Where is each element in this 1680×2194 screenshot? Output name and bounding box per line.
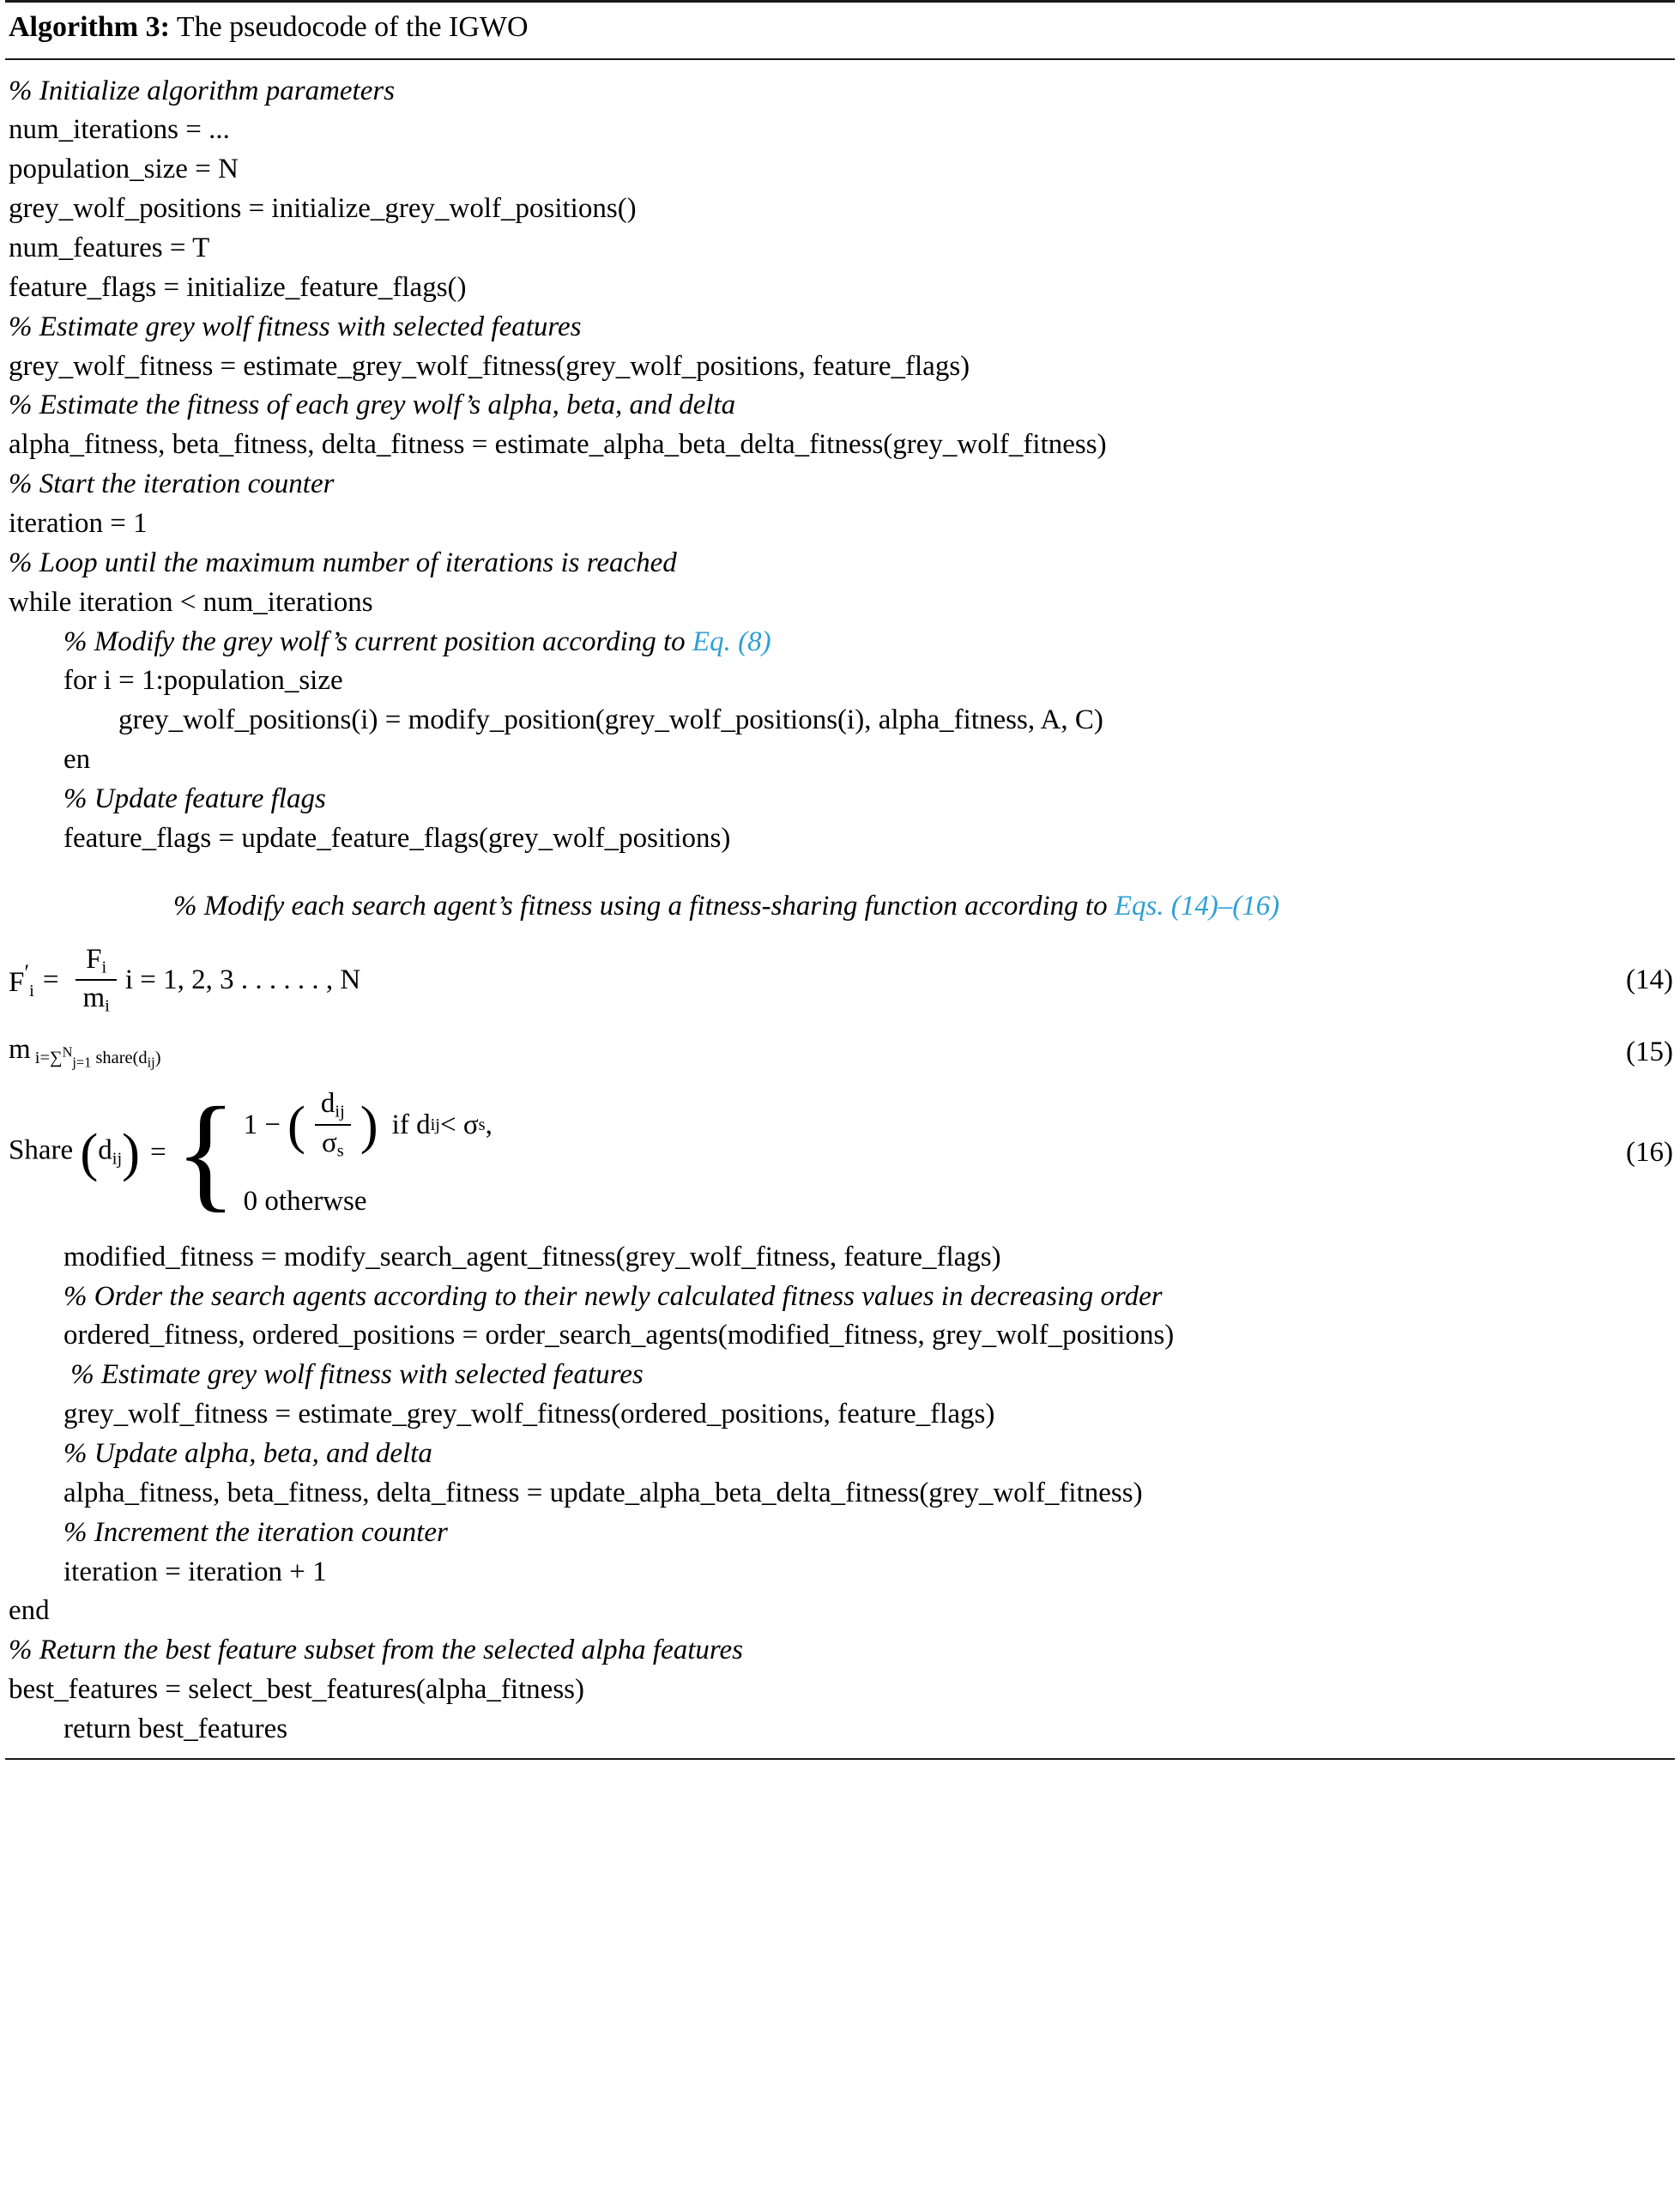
pseudocode-line-text: best_features = select_best_features(alpha_fitness) [9, 1674, 585, 1706]
eq14-fraction [76, 944, 116, 1017]
pseudocode-line [9, 1356, 1671, 1395]
pseudocode-line-text: % Estimate grey wolf fitness with selected features [63, 1359, 644, 1391]
pseudocode-line-text: % Update feature flags [63, 783, 326, 814]
eq14-denominator: $m_i$ [76, 979, 116, 1017]
eq16-case-1: 1 − ( $\frac{d_{ij}}{\sigma_s}$ ) if d ij < σ s , [243, 1088, 493, 1161]
pseudocode-line [9, 72, 1671, 112]
pseudocode-line-text: num_iterations = ... [9, 114, 230, 146]
pseudocode-line [9, 544, 1671, 583]
eq16-cases [174, 1081, 493, 1224]
pseudocode-line [9, 780, 1671, 819]
pseudocode-line [9, 190, 1671, 229]
eq16-equals: = [150, 1137, 166, 1168]
pseudocode-line [9, 1435, 1671, 1474]
pseudocode-line-text: alpha_fitness, beta_fitness, delta_fitness = update_alpha_beta_delta_fitness(grey_wolf_fitness) [63, 1477, 1143, 1508]
pseudocode-line [9, 1553, 1671, 1593]
equation-15-body [9, 1034, 1609, 1071]
eq14-rhs: i = 1, 2, 3 . . . . . . , N [124, 964, 361, 995]
pseudocode-line-text: iteration = 1 [9, 507, 148, 539]
pseudocode-line [9, 819, 1671, 859]
pseudocode-line-text: % Modify the grey wolf’s current position according to [63, 626, 692, 657]
eq14-numerator: $F_i$ [86, 943, 107, 977]
equation-16 [5, 1079, 1680, 1225]
pseudocode-line [9, 1278, 1671, 1317]
pseudocode-line-text: % Start the iteration counter [9, 468, 335, 500]
pseudocode-line-text: feature_flags = update_feature_flags(grey_wolf_positions) [63, 822, 731, 854]
pseudocode-line [9, 662, 1671, 701]
pseudocode-line [9, 1592, 1671, 1631]
equation-reference-link[interactable]: Eq. (8) [692, 626, 771, 657]
equation-16-body [9, 1081, 1609, 1224]
pseudocode-lines-bottom [5, 1226, 1675, 1758]
pseudocode-line [9, 1395, 1671, 1435]
pseudocode-line-text: num_features = T [9, 232, 210, 263]
pseudocode-line-text: % Update alpha, beta, and delta [63, 1438, 432, 1470]
pseudocode-line [9, 465, 1671, 505]
pseudocode-line [9, 1238, 1671, 1278]
pseudocode-line-text: % Estimate grey wolf fitness with selected features [9, 311, 582, 342]
pseudocode-line [9, 1710, 1671, 1750]
pseudocode-line-text: grey_wolf_positions = initialize_grey_wolf_positions() [9, 193, 637, 225]
pseudocode-line-text: grey_wolf_positions(i) = modify_position(grey_wolf_positions(i), alpha_fitness, A, C) [118, 704, 1103, 736]
pseudocode-line-text: population_size = N [9, 154, 239, 185]
pseudocode-line [9, 859, 1671, 887]
pseudocode-line-text: for i = 1:population_size [63, 665, 343, 697]
pseudocode-line-text: return best_features [63, 1713, 288, 1745]
eq16-fraction: $\frac{d_{ij}}{\sigma_s}$ [314, 1088, 352, 1161]
algorithm-header [5, 3, 1675, 58]
eq16-brace: { [174, 1081, 237, 1224]
pseudocode-line [9, 505, 1671, 544]
pseudocode-line [9, 740, 1671, 780]
eq14-equals: = [42, 964, 59, 995]
pseudocode-line-text: % Estimate the fitness of each grey wolf’s alpha, beta, and delta [9, 390, 736, 421]
equation-14 [5, 935, 1680, 1025]
equation-14-number: (14) [1626, 964, 1673, 995]
pseudocode-line [9, 1474, 1671, 1514]
pseudocode-line [9, 583, 1671, 623]
pseudocode-line-text: while iteration < num_iterations [9, 586, 373, 618]
pseudocode-line-text: end [9, 1595, 50, 1627]
algorithm-title: The pseudocode of the IGWO [176, 11, 529, 43]
eq16-case-rows [244, 1088, 493, 1217]
pseudocode-line [9, 426, 1671, 465]
eq14-lhs: $F'_i$ [9, 958, 34, 1000]
pseudocode-line [9, 269, 1671, 308]
pseudocode-line-text: alpha_fitness, beta_fitness, delta_fitness = estimate_alpha_beta_delta_fitness(grey_wolf_fitness) [9, 429, 1107, 461]
pseudocode-line-text: % Order the search agents according to their newly calculated fitness values in decreasing order [63, 1280, 1163, 1312]
pseudocode-lines-top [5, 60, 1675, 935]
pseudocode-line-text: grey_wolf_fitness = estimate_grey_wolf_fitness(grey_wolf_positions, feature_flags) [9, 350, 970, 382]
pseudocode-line-text: % Modify each search agent’s fitness using a fitness-sharing function according to [173, 890, 1115, 922]
pseudocode-line [9, 308, 1671, 348]
equation-15-number: (15) [1626, 1037, 1673, 1068]
pseudocode-line [9, 1316, 1671, 1356]
pseudocode-line-text: iteration = iteration + 1 [63, 1556, 327, 1587]
pseudocode-line [9, 623, 1671, 662]
pseudocode-line [9, 1631, 1671, 1671]
pseudocode-line-text: % Return the best feature subset from the selected alpha features [9, 1635, 743, 1666]
pseudocode-line-text: % Loop until the maximum number of iterations is reached [9, 547, 677, 578]
equation-16-number: (16) [1626, 1137, 1673, 1168]
pseudocode-line [9, 111, 1671, 150]
equation-14-body [9, 944, 1609, 1017]
pseudocode-line [9, 887, 1671, 927]
pseudocode-line-text: feature_flags = initialize_feature_flags() [9, 271, 467, 303]
pseudocode-line [9, 229, 1671, 269]
eq15-expression: m $_{i=\sum^N_{j=1} share(d_{ij})}$ [9, 1033, 161, 1071]
pseudocode-line-text: ordered_fitness, ordered_positions = order_search_agents(modified_fitness, grey_wolf_positions) [63, 1320, 1175, 1351]
pseudocode-line-text: modified_fitness = modify_search_agent_fitness(grey_wolf_fitness, feature_flags) [63, 1241, 1001, 1272]
pseudocode-line-text: % Increment the iteration counter [63, 1516, 448, 1548]
pseudocode-line [9, 1514, 1671, 1553]
pseudocode-line [9, 150, 1671, 190]
pseudocode-line-text: % Initialize algorithm parameters [9, 75, 396, 106]
eq16-lhs: Share $(d_{ij})$ [9, 1122, 141, 1183]
bottom-rule [5, 1758, 1675, 1760]
pseudocode-line-text: grey_wolf_fitness = estimate_grey_wolf_fitness(ordered_positions, feature_flags) [63, 1399, 995, 1430]
pseudocode-line-text: en [63, 744, 91, 776]
eq16-case-2: 0 otherwse [243, 1185, 367, 1217]
equation-15 [5, 1025, 1680, 1079]
pseudocode-line [9, 348, 1671, 387]
pseudocode-line [9, 701, 1671, 740]
pseudocode-line [9, 386, 1671, 426]
equation-reference-link[interactable]: Eqs. (14)–(16) [1114, 890, 1280, 922]
pseudocode-line [9, 1671, 1671, 1710]
algorithm-label: Algorithm 3: [9, 11, 170, 43]
